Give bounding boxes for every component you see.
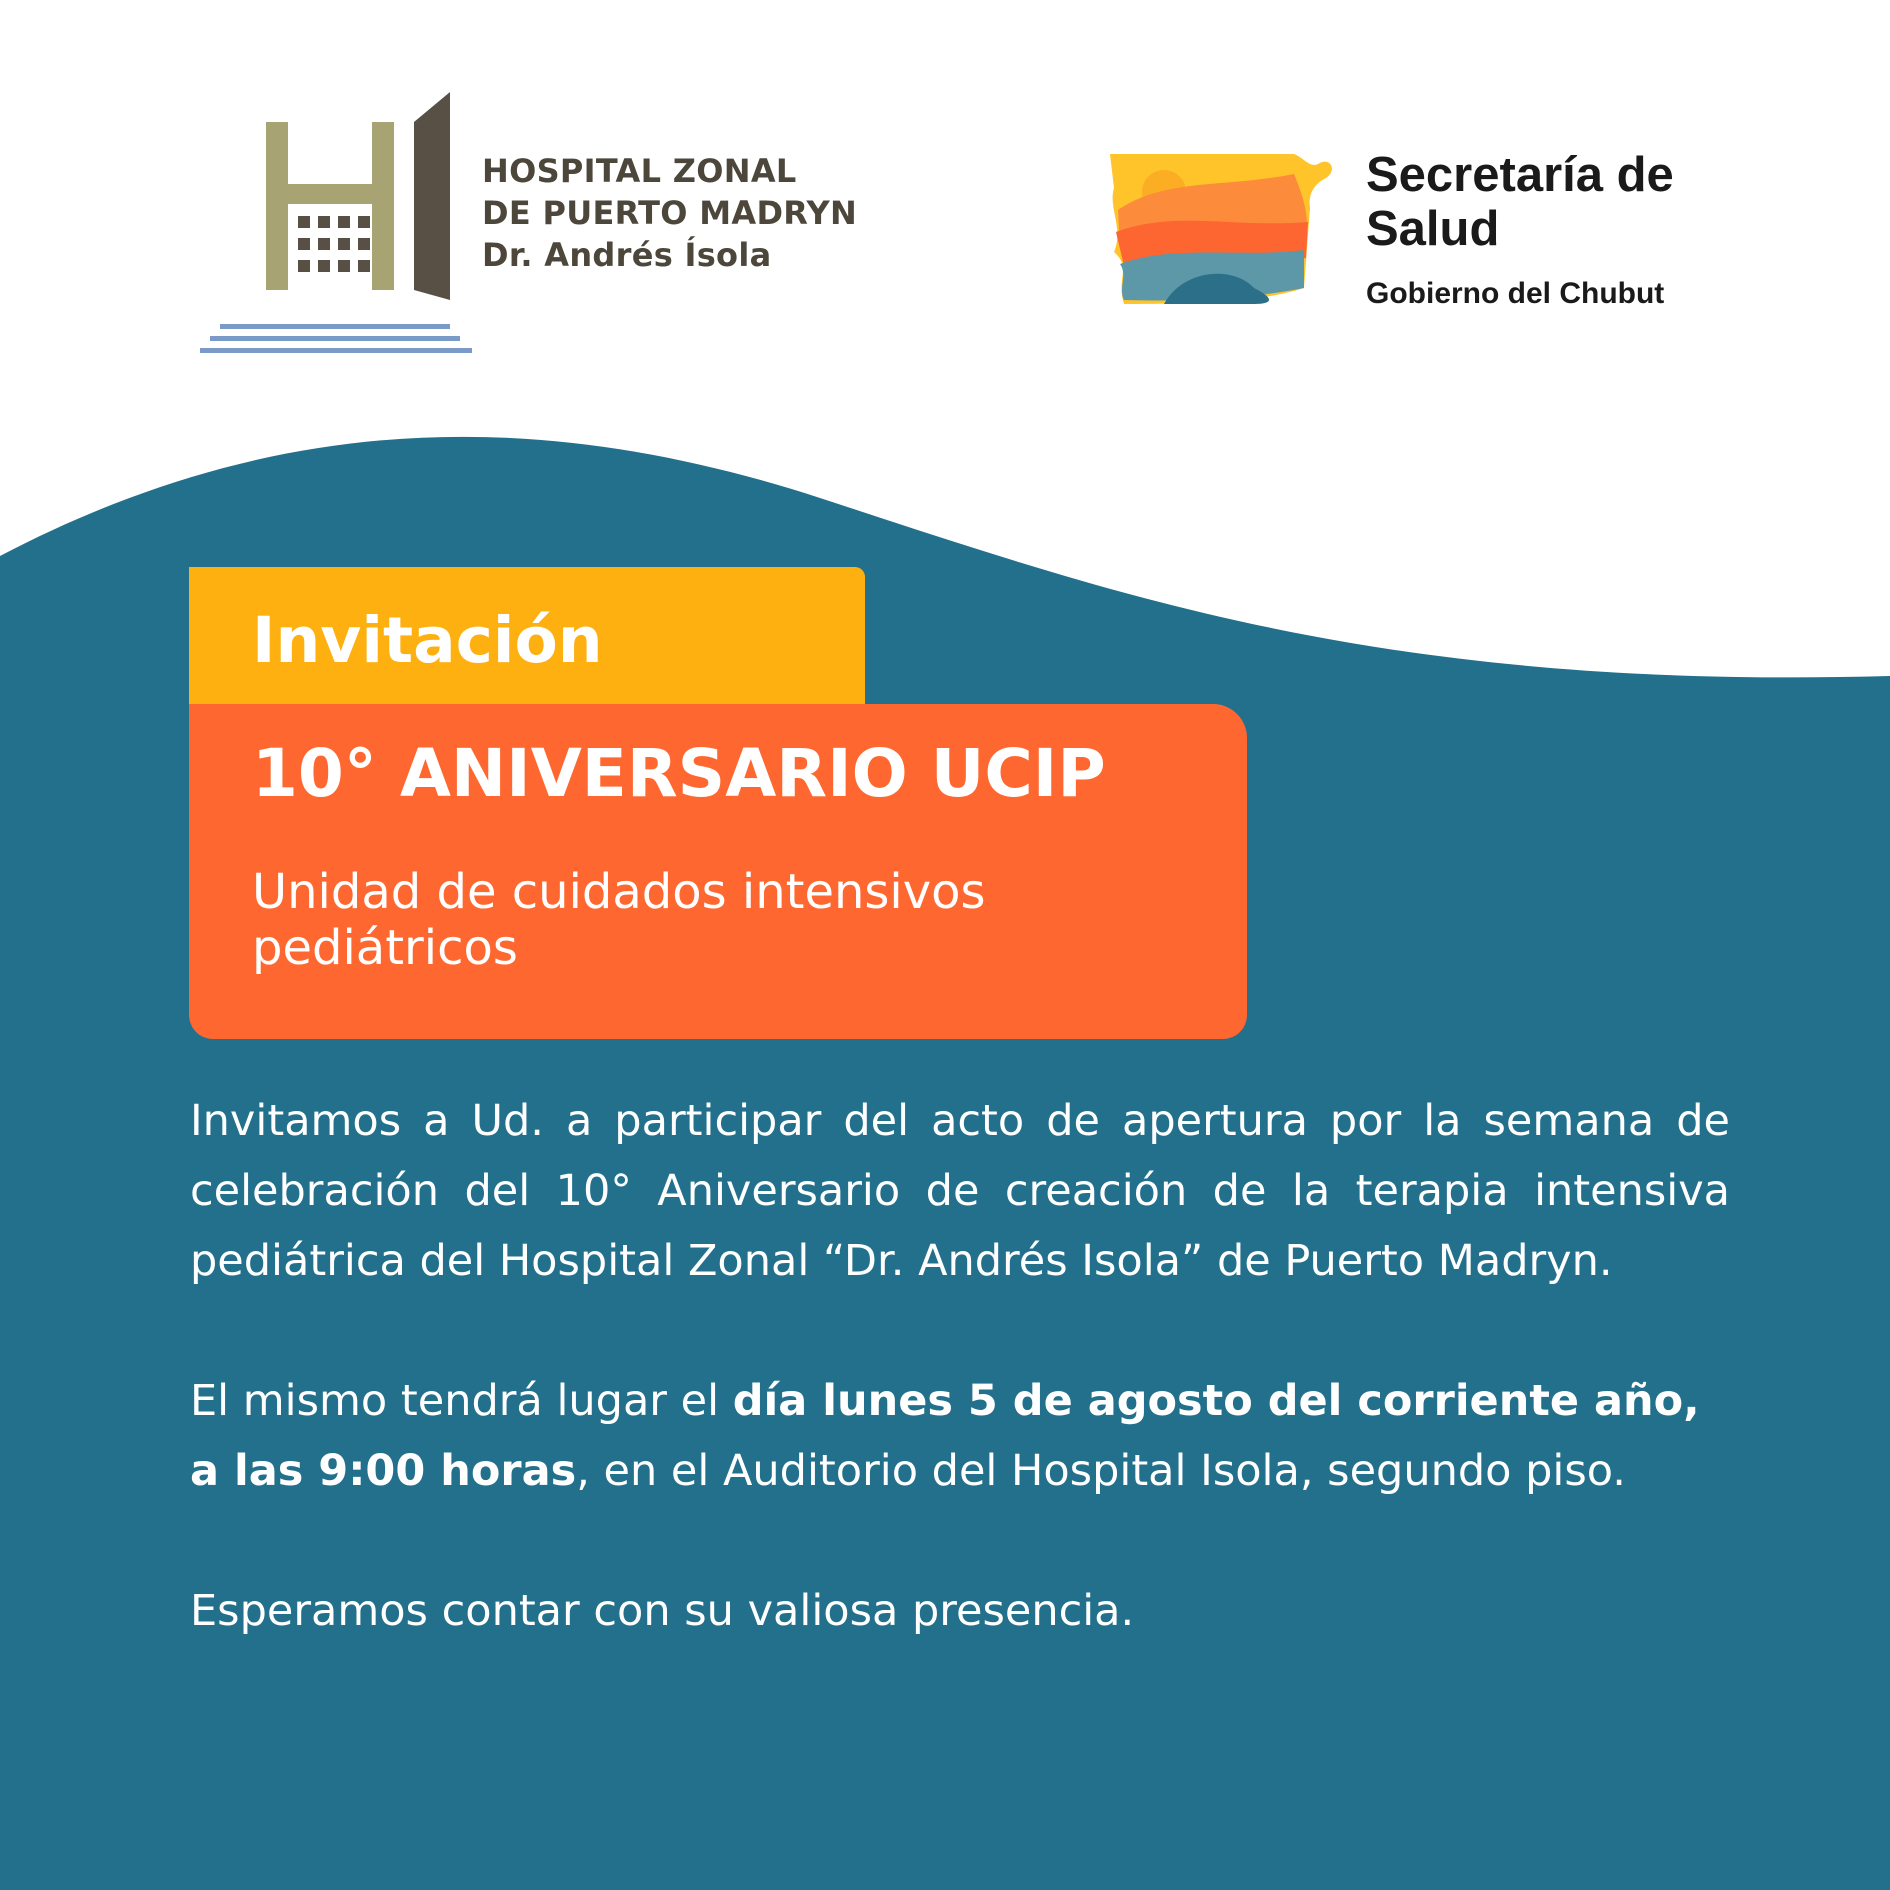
- invitation-paragraph: Invitamos a Ud. a participar del acto de apertura por la semana de celebración del 10° Aniversario de creación de la terapia intensiva pediátrica del Hospital Zonal “Dr. Andrés Isola” de Puerto Madryn.: [190, 1096, 1730, 1286]
- secretaria-title-line2: Salud: [1366, 202, 1500, 256]
- invitation-label: Invitación: [252, 604, 603, 677]
- hospital-building-icon: [200, 88, 480, 360]
- anniversary-subtitle: Unidad de cuidados intensivos pediátricos: [252, 864, 986, 976]
- closing-paragraph: Esperamos contar con su valiosa presencia.: [190, 1586, 1135, 1636]
- event-date-time: día lunes 5 de agosto del corriente año, a las 9:00 horas: [190, 1376, 1700, 1496]
- invitation-body: [190, 1086, 1730, 1646]
- gobierno-subtitle: Gobierno del Chubut: [1366, 277, 1665, 310]
- hospital-name: [482, 150, 902, 276]
- anniversary-card: [189, 704, 1247, 1039]
- event-details-prefix: El mismo tendrá lugar el: [190, 1376, 733, 1426]
- hospital-name-line1: HOSPITAL ZONAL: [482, 152, 797, 190]
- event-location: , en el Auditorio del Hospital Isola, segundo piso.: [576, 1446, 1626, 1496]
- secretaria-salud-logo: [1104, 148, 1744, 318]
- hospital-name-line2: DE PUERTO MADRYN: [482, 194, 858, 232]
- chubut-province-icon: [1104, 148, 1344, 310]
- hospital-logo: [200, 88, 890, 360]
- anniversary-title: 10° ANIVERSARIO UCIP: [252, 735, 1106, 812]
- hospital-name-line3: Dr. Andrés Ísola: [482, 236, 772, 274]
- secretaria-salud-text: [1366, 148, 1766, 312]
- secretaria-title-line1: Secretaría de: [1366, 148, 1674, 202]
- event-details-paragraph: [190, 1366, 1730, 1506]
- invitation-tab: [189, 567, 865, 715]
